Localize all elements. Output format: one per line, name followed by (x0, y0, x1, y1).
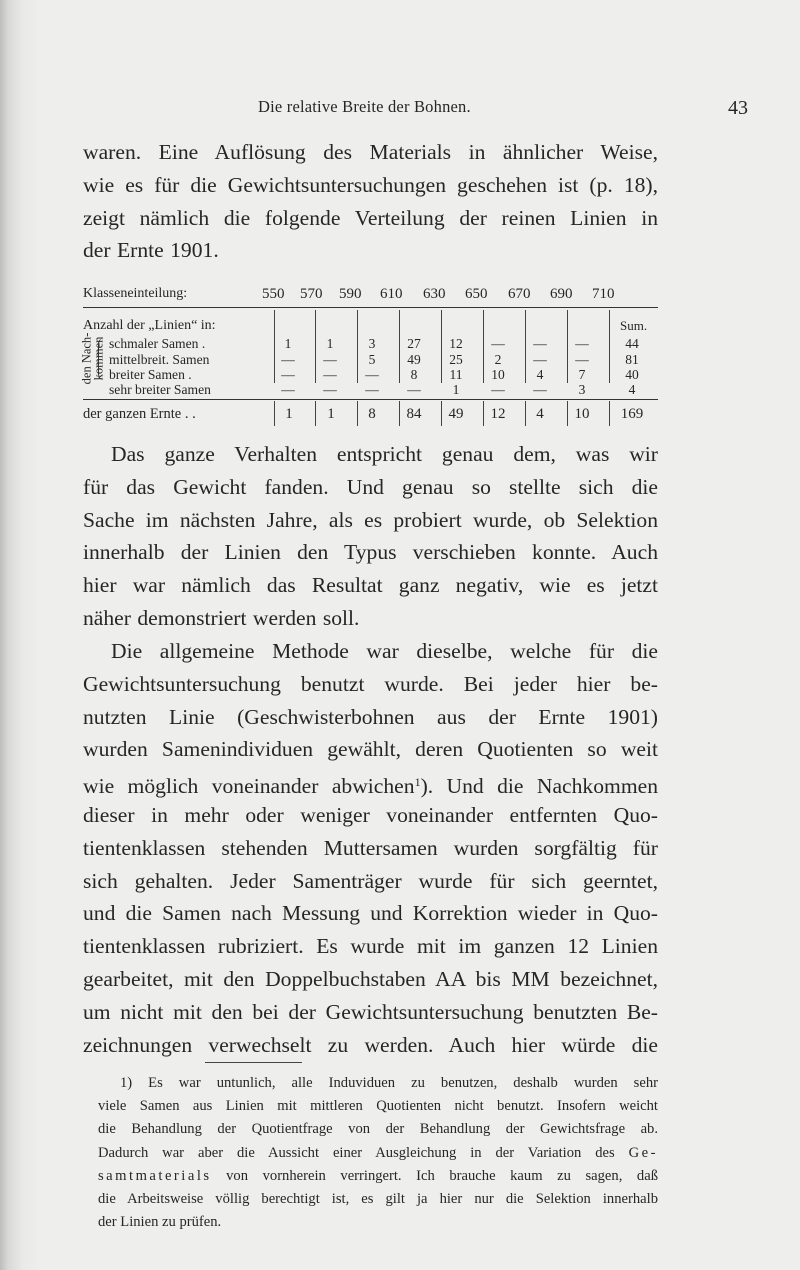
table-cell: 10 (491, 367, 505, 382)
column-divider (357, 401, 358, 426)
column-divider (567, 401, 568, 426)
text-line: wurden Samenindividuen gewählt, deren Quotienten so weit (83, 737, 658, 762)
text-line: tientenklassen stehenden Muttersamen wurden sorgfältig für (83, 835, 658, 860)
footnote-ref[interactable]: 1 (414, 775, 421, 790)
text-line: zeichnungen verwechselt zu werden. Auch hier würde die (83, 1032, 658, 1057)
table-cell: — (491, 382, 505, 397)
text-line: näher demonstriert werden soll. (83, 605, 360, 630)
table-cell: — (281, 352, 295, 367)
footnote-fragment: Dadurch war aber die Aussicht einer Ausgleichung in der Variation des (98, 1144, 615, 1161)
spaced-word: Ge- (628, 1144, 658, 1161)
count-label: Anzahl der „Linien“ in: (83, 318, 216, 333)
text-line: Die allgemeine Methode war dieselbe, welche für die (111, 639, 658, 663)
text-line: Gewichtsuntersuchung benutzt wurde. Bei jeder hier be- (83, 671, 658, 696)
footnote-line (98, 1165, 658, 1188)
total-cell: 4 (536, 406, 544, 422)
text-line: innerhalb der Linien den Typus verschieben konnte. Auch (83, 540, 658, 565)
text-line: sich gehalten. Jeder Samenträger wurde für sich geerntet, (83, 868, 658, 893)
column-divider (315, 401, 316, 426)
classes-label: Klasseneinteilung: (83, 286, 188, 301)
table-cell: — (323, 352, 337, 367)
sum-header: Sum. (620, 318, 648, 333)
table-cell: — (323, 367, 337, 382)
table-cell: — (407, 382, 421, 397)
column-divider (609, 310, 610, 383)
table-cell: — (281, 382, 295, 397)
table-cell: 5 (368, 352, 376, 367)
footnote-line: die Behandlung der Quotientfrage von der Behandlung der Gewichtsfrage ab. (98, 1121, 658, 1138)
row-label: mittelbreit. Samen (109, 352, 210, 367)
running-title: Die relative Breite der Bohnen. (258, 97, 471, 116)
total-cell: 49 (448, 406, 464, 422)
text-line: dieser in mehr oder weniger voneinander entfernten Quo- (83, 802, 658, 827)
text-line: für das Gewicht fanden. Und genau so stellte sich die (83, 474, 658, 499)
footnote-rule (205, 1062, 302, 1063)
table-cell: 7 (578, 367, 586, 382)
table-cell: 11 (449, 367, 463, 382)
column-divider (609, 401, 610, 426)
row-sum: 81 (625, 352, 639, 367)
table-cell: — (575, 336, 589, 351)
total-cell: 8 (368, 406, 376, 422)
table-cell: — (365, 382, 379, 397)
table-cell: 2 (494, 352, 502, 367)
footnote-line (98, 1142, 658, 1165)
table-cell: 49 (407, 352, 421, 367)
total-cell: 1 (285, 406, 293, 422)
row-label: breiter Samen . (109, 367, 192, 382)
table-cell: — (323, 382, 337, 397)
row-sum: 40 (625, 367, 639, 382)
text-line: hier war nämlich das Resultat ganz negativ, wie es jetzt (83, 573, 658, 598)
footnote-fragment: von vornherein verringert. Ich brauche kaum zu sagen, daß (211, 1167, 658, 1184)
paragraph-1 (83, 136, 658, 267)
table-cell: 4 (536, 367, 544, 382)
total-cell: 12 (490, 406, 506, 422)
text-line: tientenklassen rubriziert. Es wurde mit im ganzen 12 Linien (83, 934, 658, 959)
text-line: um nicht mit den bei der Gewichtsuntersuchung benutzten Be- (83, 999, 658, 1024)
column-divider (525, 401, 526, 426)
class-value: 650 (465, 286, 488, 302)
total-cell: 1 (327, 406, 335, 422)
class-value: 610 (380, 286, 403, 302)
column-divider (399, 401, 400, 426)
class-value: 590 (339, 286, 362, 302)
class-value: 710 (592, 286, 615, 302)
table-cell: 3 (578, 382, 586, 397)
table-cell: 25 (449, 352, 463, 367)
table-cell: 1 (452, 382, 460, 397)
text-line: der Ernte 1901. (83, 238, 219, 263)
row-label: schmaler Samen . (109, 336, 206, 351)
text-fragment: wie möglich voneinander abwichen (83, 774, 415, 799)
total-cell: 84 (406, 406, 422, 422)
brace (98, 338, 107, 380)
footnote (98, 1072, 658, 1234)
table-cell: — (533, 352, 547, 367)
text-line: zeigt nämlich die folgende Verteilung der reinen Linien in (83, 205, 658, 230)
table-cell: — (575, 352, 589, 367)
class-value: 570 (300, 286, 323, 302)
class-value: 630 (423, 286, 446, 302)
table-cell: 27 (407, 336, 421, 351)
text-line (83, 766, 658, 799)
table-cell: — (365, 367, 379, 382)
footnote-line: die Arbeitsweise völlig berechtigt ist, es gilt ja hier nur die Selektion innerhalb (98, 1190, 658, 1207)
table-cell: 1 (284, 336, 292, 351)
table-mid-rule (83, 399, 658, 400)
side-label-line-2: kommen (91, 336, 106, 381)
text-line: waren. Eine Auflösung des Materials in ähnlicher Weise, (83, 140, 658, 164)
total-label: der ganzen Ernte . . (83, 406, 196, 422)
table-cell: — (491, 336, 505, 351)
footnote-line: viele Samen aus Linien mit mittleren Quotienten nicht benutzt. Insofern weicht (98, 1098, 658, 1115)
text-line: gearbeitet, mit den Doppelbuchstaben AA bis MM bezeichnet, (83, 966, 658, 991)
table-cell: 12 (449, 336, 463, 351)
table-cell: 3 (368, 336, 376, 351)
table-cell: — (281, 367, 295, 382)
total-cell: 10 (574, 406, 590, 422)
spaced-word: samtmaterials (98, 1167, 212, 1184)
table-cell: 8 (410, 367, 418, 382)
text-line: und die Samen nach Messung und Korrektion wieder in Quo- (83, 901, 658, 926)
column-divider (274, 401, 275, 426)
class-value: 670 (508, 286, 531, 302)
footnote-line: der Linien zu prüfen. (98, 1214, 222, 1231)
row-label: sehr breiter Samen (109, 382, 211, 397)
text-line: Das ganze Verhalten entspricht genau dem, was wir (111, 442, 658, 466)
footnote-line: 1) Es war untunlich, alle Induviduen zu benutzen, deshalb wurden sehr (120, 1075, 658, 1091)
column-divider (441, 401, 442, 426)
text-line: Sache im nächsten Jahre, als es probiert wurde, ob Selektion (83, 507, 658, 532)
table-cell: — (533, 382, 547, 397)
text-fragment: ). Und die Nachkommen (420, 774, 658, 799)
column-divider (483, 401, 484, 426)
table-top-rule (83, 307, 658, 308)
side-label-line-1: den Nach- (79, 332, 94, 385)
paragraph-2 (83, 438, 658, 635)
table-cell: 1 (326, 336, 334, 351)
paragraph-3 (83, 635, 658, 1061)
total-sum: 169 (620, 406, 644, 422)
text-line: wie es für die Gewichtsuntersuchungen geschehen ist (p. 18), (83, 172, 658, 197)
row-sum: 44 (625, 336, 639, 351)
page-number: 43 (728, 97, 748, 119)
table-cell: — (533, 336, 547, 351)
class-value: 690 (550, 286, 573, 302)
text-line: nutzten Linie (Geschwisterbohnen aus der Ernte 1901) (83, 704, 658, 729)
class-value: 550 (262, 286, 285, 302)
row-sum: 4 (628, 382, 636, 397)
